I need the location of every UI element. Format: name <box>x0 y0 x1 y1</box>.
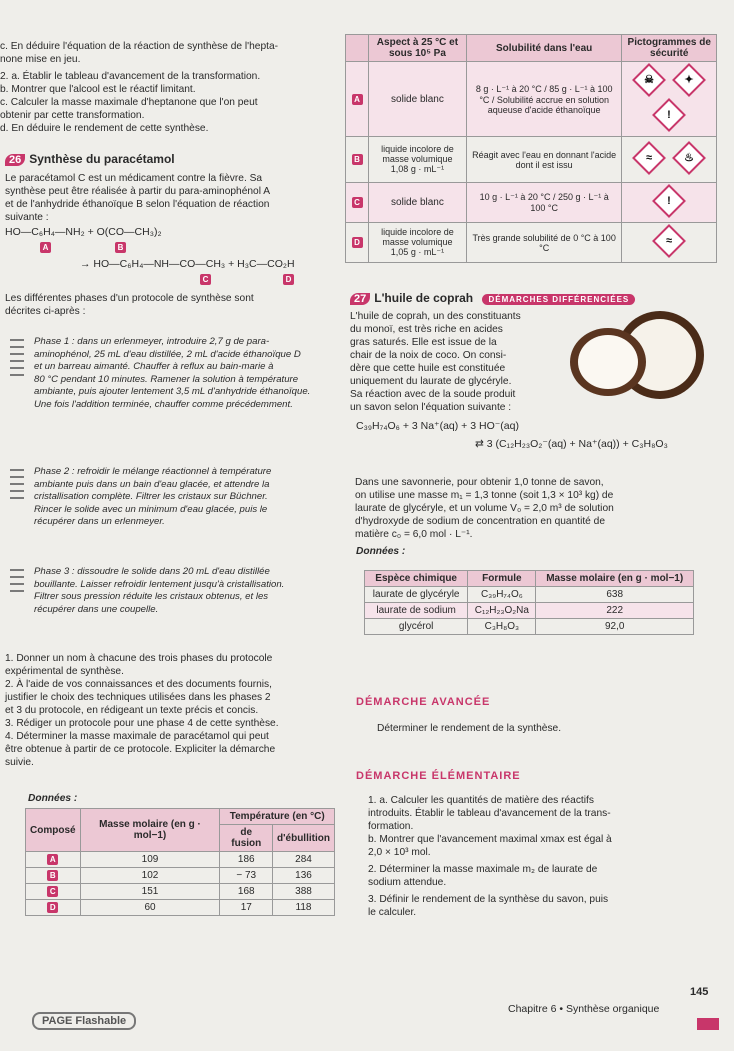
cell: C₃₉H₇₄O₆ <box>468 587 536 603</box>
label-b: B <box>115 242 126 253</box>
th-pictos: Pictogrammes de sécurité <box>622 35 717 62</box>
intro-line: suivante : <box>5 212 49 223</box>
table-row <box>26 852 335 868</box>
phase-line: récupérer dans une coupelle. <box>34 603 159 615</box>
cell: 388 <box>273 884 335 900</box>
previous-exercise-questions <box>0 40 330 135</box>
text-line: dère que cette huile est constituée <box>350 363 506 374</box>
exclamation-icon: ! <box>652 184 686 218</box>
cell: liquide incolore de masse volumique 1,08 g · mL⁻¹ <box>369 137 467 183</box>
cell: 284 <box>273 852 335 868</box>
pictograms <box>622 183 717 223</box>
chapter-label: Chapitre 6 • Synthèse organique <box>508 1003 660 1015</box>
th-espece: Espèce chimique <box>365 571 468 587</box>
cell: − 73 <box>220 868 273 884</box>
question-line: b. Montrer que l'avancement maximal xmax est égal à <box>368 834 612 845</box>
phase-3 <box>8 566 338 616</box>
cell: 638 <box>536 587 694 603</box>
table-row <box>26 884 335 900</box>
ex26-intro <box>5 172 335 224</box>
corrosive-icon: ≈ <box>652 224 686 258</box>
intro-line: et de l'anhydride éthanoïque B selon l'équation de réaction <box>5 199 270 210</box>
th-masse: Masse molaire (en g · mol−1) <box>80 809 220 852</box>
table-row <box>346 62 717 137</box>
ex26-table-2 <box>345 34 717 263</box>
spiral-binding <box>8 566 30 616</box>
text-line: Dans une savonnerie, pour obtenir 1,0 tonne de savon, <box>355 477 604 488</box>
question-line: 1. a. Calculer les quantités de matière des réactifs <box>368 795 594 806</box>
cell: laurate de glycéryle <box>365 587 468 603</box>
coconut-image <box>560 300 710 410</box>
phase-line: Une fois l'addition terminée, chauffer comme précédemment. <box>34 398 293 410</box>
cell: 136 <box>273 868 335 884</box>
compound-label: A <box>352 94 363 105</box>
health-hazard-icon: ✦ <box>672 63 706 97</box>
exercise-number: 26 <box>5 154 25 166</box>
question-line: être obtenue à partir de ce protocole. Expliciter la démarche <box>5 744 276 755</box>
question-line: 3. Rédiger un protocole pour une phase 4 de cette synthèse. <box>5 718 279 729</box>
cell: C₃H₈O₃ <box>468 619 536 635</box>
cell: 102 <box>80 868 220 884</box>
page-color-stripe <box>697 1018 719 1030</box>
compound-label: C <box>352 197 363 208</box>
cell: 222 <box>536 603 694 619</box>
th-formule: Formule <box>468 571 536 587</box>
phases-intro-line: décrites ci-après : <box>5 306 86 317</box>
label-d: D <box>283 274 294 285</box>
page-number: 145 <box>690 986 709 998</box>
text-line: uniquement du laurate de glycéryle. <box>350 376 512 387</box>
q-line: obtenir par cette transformation. <box>0 110 145 121</box>
table-row <box>346 137 717 183</box>
text-line: d'hydroxyde de sodium de concentration en quantité de <box>355 516 606 527</box>
phases-intro <box>5 292 335 318</box>
table-row <box>26 900 335 916</box>
basic-approach-questions <box>368 794 728 919</box>
th-fusion: de fusion <box>220 825 273 852</box>
question-line: justifier le choix des techniques utilisées dans les phases 2 <box>5 692 271 703</box>
cell: Réagit avec l'eau en donnant l'acide dont il est issu <box>466 137 622 183</box>
th-ebullition: d'ébullition <box>273 825 335 852</box>
ex26-questions <box>5 652 335 769</box>
q-line: 2. a. Établir le tableau d'avancement de la transformation. <box>0 71 261 82</box>
flashable-badge[interactable]: PAGE Flashable <box>32 1012 136 1030</box>
compound-label: C <box>47 886 58 897</box>
th-compose: Composé <box>26 809 81 852</box>
compound-label: D <box>47 902 58 913</box>
cell: 60 <box>80 900 220 916</box>
th-masse-molaire: Masse molaire (en g · mol−1) <box>536 571 694 587</box>
q-line: none mise en jeu. <box>0 54 81 65</box>
pictograms <box>622 137 717 183</box>
q-line: c. En déduire l'équation de la réaction de synthèse de l'hepta- <box>0 41 279 52</box>
question-line: et 3 du protocole, en rédigeant un texte précis et concis. <box>5 705 259 716</box>
th-solubilite: Solubilité dans l'eau <box>466 35 622 62</box>
text-line: laurate de glycéryle, et un volume V₀ = 2,0 m³ de solution <box>355 503 614 514</box>
compound-label: D <box>352 237 363 248</box>
ex27-equation-2: ⇄ 3 (C₁₂H₂₃O₂⁻(aq) + Na⁺(aq)) + C₃H₈O₃ <box>475 438 668 450</box>
table-row <box>346 183 717 223</box>
cell: liquide incolore de masse volumique 1,05 g · mL⁻¹ <box>369 223 467 263</box>
advanced-approach-text: Déterminer le rendement de la synthèse. <box>377 723 562 734</box>
pictograms <box>622 62 717 137</box>
text-line: gras saturés. Elle est issue de la <box>350 337 497 348</box>
intro-line: Le paracétamol C est un médicament contre la fièvre. Sa <box>5 173 263 184</box>
phase-line: 80 °C pendant 10 minutes. Ramener la solution à température <box>34 373 299 385</box>
cell: 8 g · L⁻¹ à 20 °C / 85 g · L⁻¹ à 100 °C / Solubilité accrue en solution aqueuse d'acide éthanoïque <box>466 62 622 137</box>
phase-line: ambiante, puis ajouter lentement 3,5 mL d'anhydride éthanoïque. <box>34 386 311 397</box>
text-line: du monoï, est très riche en acides <box>350 324 503 335</box>
text-line: un savon selon l'équation suivante : <box>350 402 512 413</box>
text-line: chair de la noix de coco. On consi- <box>350 350 507 361</box>
phase-1 <box>8 336 338 411</box>
cell: 17 <box>220 900 273 916</box>
exclamation-icon: ! <box>652 98 686 132</box>
table-row <box>365 603 694 619</box>
question-line: 2. À l'aide de vos connaissances et des documents fournis, <box>5 679 272 690</box>
pictograms <box>622 223 717 263</box>
differentiated-tag: DÉMARCHES DIFFÉRENCIÉES <box>482 294 635 305</box>
text-line: L'huile de coprah, un des constituants <box>350 311 521 322</box>
data-title: Données : <box>28 793 78 804</box>
ex27-table <box>364 570 694 635</box>
question-line: expérimental de synthèse. <box>5 666 124 677</box>
question-line: sodium attendue. <box>368 877 447 888</box>
question-line: formation. <box>368 821 414 832</box>
cell: 92,0 <box>536 619 694 635</box>
th-aspect: Aspect à 25 °C et sous 10⁵ Pa <box>369 35 467 62</box>
table-row <box>26 868 335 884</box>
corrosive-icon: ≈ <box>632 141 666 175</box>
text-line: Sa réaction avec de la soude produit <box>350 389 516 400</box>
cell: glycérol <box>365 619 468 635</box>
cell: laurate de sodium <box>365 603 468 619</box>
q-line: d. En déduire le rendement de cette synthèse. <box>0 123 209 134</box>
question-line: 3. Définir le rendement de la synthèse du savon, puis <box>368 894 609 905</box>
phase-line: Phase 3 : dissoudre le solide dans 20 mL d'eau distillée <box>34 566 270 577</box>
exercise-number: 27 <box>350 293 370 305</box>
compound-label: B <box>47 870 58 881</box>
label-a: A <box>40 242 51 253</box>
spiral-binding <box>8 336 30 411</box>
phase-line: ambiante puis dans un bain d'eau glacée, et attendre la <box>34 478 270 490</box>
cell: 10 g · L⁻¹ à 20 °C / 250 g · L⁻¹ à 100 °C <box>466 183 622 223</box>
cell: 151 <box>80 884 220 900</box>
q-line: b. Montrer que l'alcool est le réactif limitant. <box>0 84 196 95</box>
cell: C₁₂H₂₃O₂Na <box>468 603 536 619</box>
phase-line: Rincer le solide avec un minimum d'eau glacée, puis le <box>34 503 268 515</box>
ex26-table-1 <box>25 808 335 916</box>
exercise-title-text: L'huile de coprah <box>374 291 474 305</box>
flame-icon: ♨ <box>672 141 706 175</box>
ex27-data-title: Données : <box>356 546 406 557</box>
basic-approach-title: DÉMARCHE ÉLÉMENTAIRE <box>356 770 521 782</box>
cell: solide blanc <box>369 183 467 223</box>
question-line: 2. Déterminer la masse maximale m₂ de laurate de <box>368 864 598 875</box>
question-line: suivie. <box>5 757 34 768</box>
question-line: introduits. Établir le tableau d'avancement de la trans- <box>368 808 611 819</box>
hazard-pictogram-icon: ☠ <box>632 63 666 97</box>
table-row <box>365 587 694 603</box>
phase-line: Filtrer sous pression réduite les cristaux obtenus, et les <box>34 591 269 602</box>
table-row <box>346 223 717 263</box>
text-line: on utilise une masse m₁ = 1,3 tonne (soit 1,3 × 10³ kg) de <box>355 490 614 501</box>
cell: 186 <box>220 852 273 868</box>
intro-line: synthèse peut être réalisée à partir du para-aminophénol A <box>5 186 271 197</box>
cell: 118 <box>273 900 335 916</box>
equation-line-2: → HO—C₆H₄—NH—CO—CH₃ + H₃C—CO₂H <box>80 258 295 270</box>
ex27-text-2 <box>355 476 725 541</box>
compound-label: B <box>352 154 363 165</box>
phase-line: aminophénol, 25 mL d'eau distillée, 2 mL d'acide éthanoïque D <box>34 348 301 360</box>
phase-line: bouillante. Laisser refroidir lentement jusqu'à cristallisation. <box>34 578 285 590</box>
phase-line: Phase 2 : refroidir le mélange réactionnel à température <box>34 466 272 477</box>
q-line: c. Calculer la masse maximale d'heptanone que l'on peut <box>0 97 258 108</box>
compound-label: A <box>47 854 58 865</box>
table-row <box>365 619 694 635</box>
phase-line: Phase 1 : dans un erlenmeyer, introduire 2,7 g de para- <box>34 336 270 347</box>
question-line: 4. Déterminer la masse maximale de paracétamol qui peut <box>5 731 269 742</box>
text-line: matière c₀ = 6,0 mol · L⁻¹. <box>355 529 473 540</box>
equation-line-1: HO—C₆H₄—NH₂ + O(CO—CH₃)₂ <box>5 226 162 238</box>
spiral-binding <box>8 466 30 529</box>
ex27-equation-1: C₃₉H₇₄O₆ + 3 Na⁺(aq) + 3 HO⁻(aq) <box>356 420 519 432</box>
cell: 109 <box>80 852 220 868</box>
cell: Très grande solubilité de 0 °C à 100 °C <box>466 223 622 263</box>
exercise-title-text: Synthèse du paracétamol <box>29 152 175 166</box>
phase-line: récupérer dans un erlenmeyer. <box>34 516 165 527</box>
label-c: C <box>200 274 211 285</box>
th-temp: Température (en °C) <box>220 809 335 825</box>
exercise-26-title <box>5 152 175 166</box>
ex27-text <box>350 310 560 414</box>
cell: solide blanc <box>369 62 467 137</box>
cell: 168 <box>220 884 273 900</box>
phases-intro-line: Les différentes phases d'un protocole de synthèse sont <box>5 293 254 304</box>
phase-2 <box>8 466 338 529</box>
phase-line: et un barreau aimanté. Chauffer à reflux au bain-marie à <box>34 361 274 372</box>
question-line: le calculer. <box>368 907 417 918</box>
advanced-approach-title: DÉMARCHE AVANCÉE <box>356 696 491 708</box>
question-line: 2,0 × 10³ mol. <box>368 847 431 858</box>
question-line: 1. Donner un nom à chacune des trois phases du protocole <box>5 653 273 664</box>
phase-line: cristallisation complète. Filtrer les cristaux sur Büchner. <box>34 491 268 502</box>
